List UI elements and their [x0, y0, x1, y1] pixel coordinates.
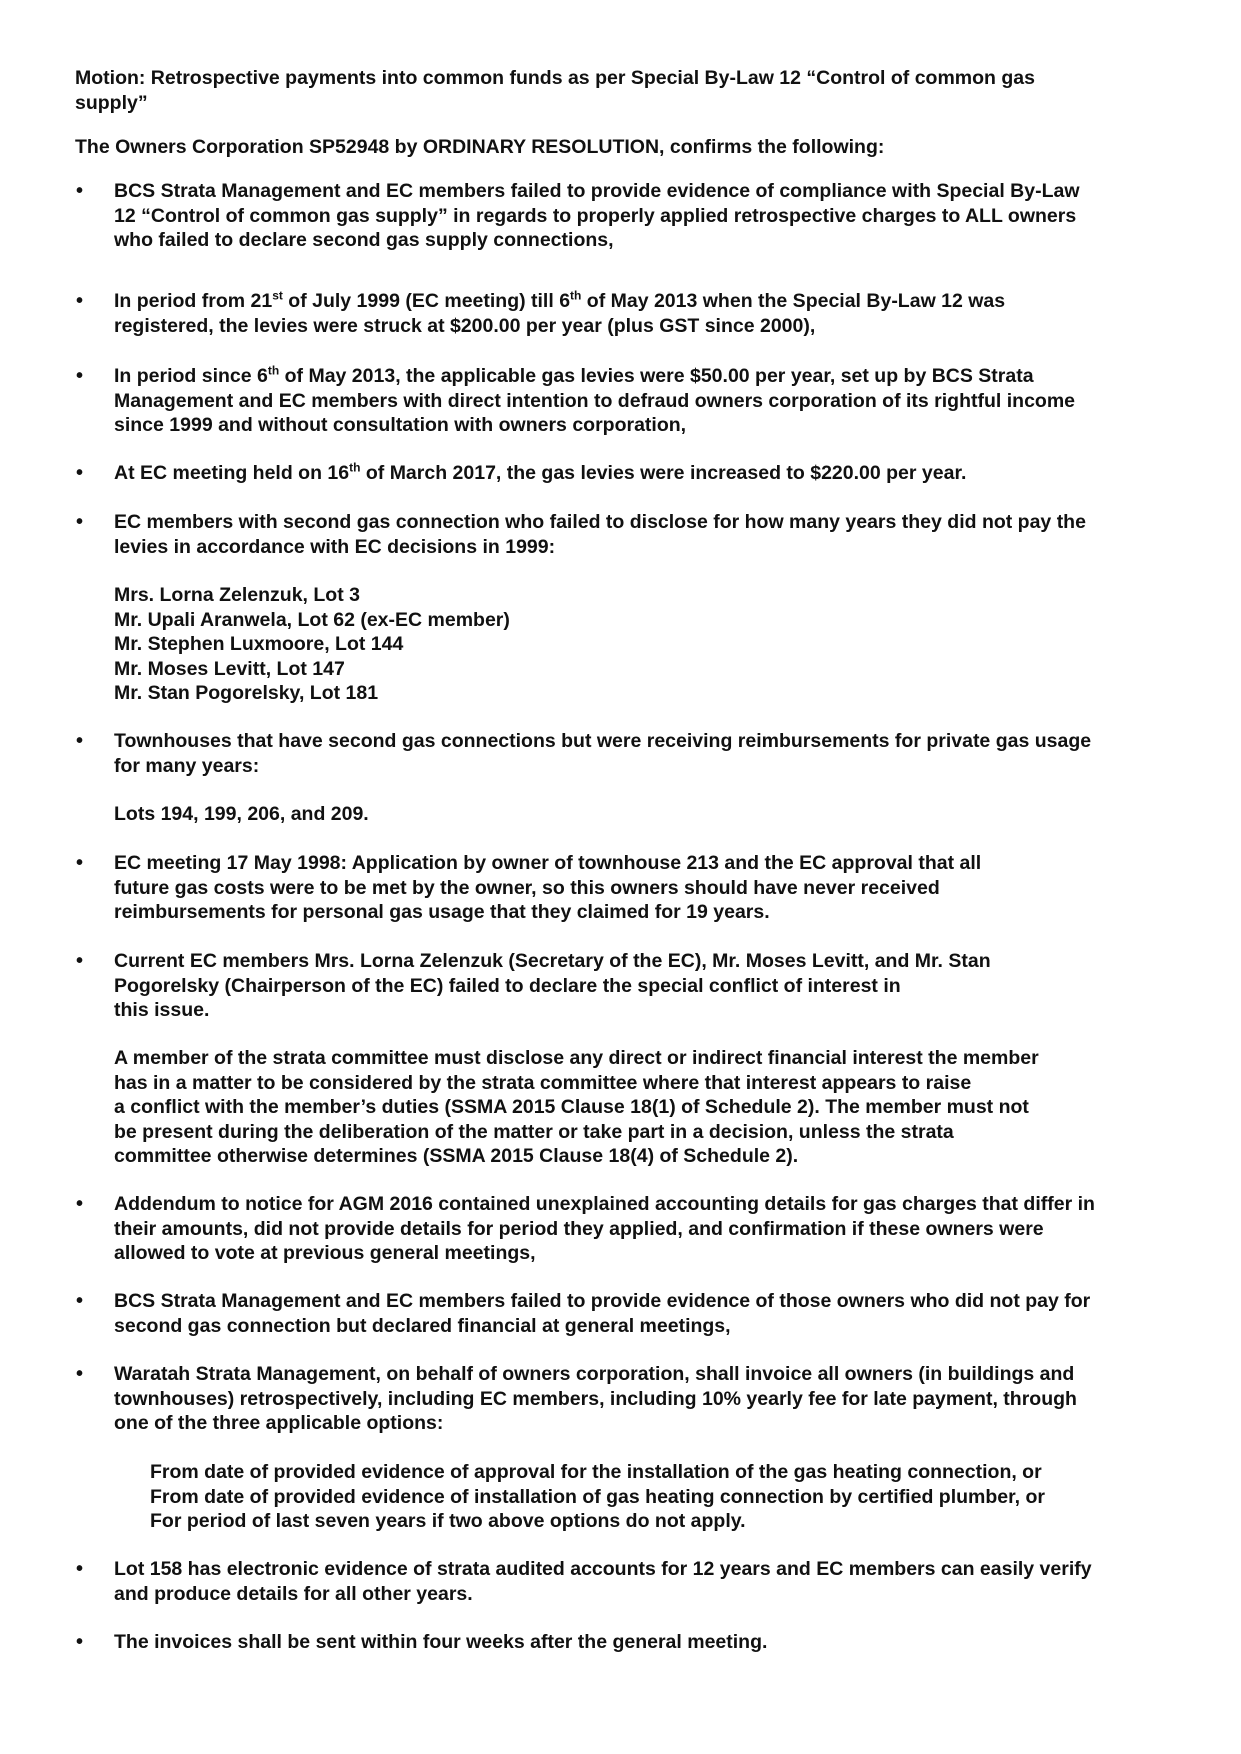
list-item: Mr. Stan Pogorelsky, Lot 181 [114, 682, 379, 704]
bullet-icon: • [76, 511, 84, 533]
list-item [114, 364, 1075, 438]
bullet-icon: • [76, 730, 84, 752]
text-line: for many years: [114, 754, 260, 777]
bullet-icon: • [76, 462, 84, 484]
text-line: Management and EC members with direct intention to defraud owners corporation of its rightful income [114, 389, 1076, 412]
text-line: this issue. [114, 999, 210, 1021]
text-line: BCS Strata Management and EC members failed to provide evidence of compliance with Special By-Law [114, 180, 1080, 202]
list-item: From date of provided evidence of approval for the installation of the gas heating connection, or [150, 1461, 1042, 1483]
bullet-icon: • [76, 1193, 84, 1215]
bullet-icon: • [76, 290, 84, 312]
list-item [114, 461, 966, 486]
list-item [114, 179, 1080, 253]
list-item: Mrs. Lorna Zelenzuk, Lot 3 [114, 584, 360, 606]
list-item: For period of last seven years if two above options do not apply. [150, 1510, 746, 1532]
list-item [114, 1362, 1077, 1436]
bullet-icon: • [76, 852, 84, 874]
list-item [114, 729, 1091, 778]
ssma-quote [114, 1046, 1039, 1169]
text-line: a conflict with the member’s duties (SSMA 2015 Clause 18(1) of Schedule 2). The member must not [114, 1096, 1029, 1118]
text-line: Current EC members Mrs. Lorna Zelenzuk (Secretary of the EC), Mr. Moses Levitt, and Mr. Stan [114, 950, 991, 972]
text-line: since 1999 and without consultation with owners corporation, [114, 414, 687, 436]
list-item [114, 949, 991, 1023]
text-line: allowed to vote at previous general meetings, [114, 1242, 536, 1264]
text-line: Waratah Strata Management, on behalf of owners corporation, shall invoice all owners (in buildings and [114, 1363, 1075, 1385]
text-line: future gas costs were to be met by the owner, so this owners should have never received [114, 876, 940, 899]
text-line: The invoices shall be sent within four weeks after the general meeting. [114, 1631, 768, 1653]
list-item [114, 1192, 1095, 1266]
list-item [114, 851, 981, 925]
text-line: Lots 194, 199, 206, and 209. [114, 803, 369, 825]
motion-title [75, 66, 1035, 115]
text-line: their amounts, did not provide details for period they applied, and confirmation if these owners were [114, 1217, 1044, 1240]
text-line: In period from 21st of July 1999 (EC meeting) till 6th of May 2013 when the Special By-Law 12 was [114, 288, 1006, 312]
text-line: supply” [75, 91, 148, 114]
text-line: one of the three applicable options: [114, 1412, 444, 1434]
text-line: registered, the levies were struck at $200.00 per year (plus GST since 2000), [114, 314, 816, 337]
text-line: Townhouses that have second gas connections but were receiving reimbursements for private gas usage [114, 730, 1092, 752]
bullet-icon: • [76, 1631, 84, 1653]
ec-member-list [114, 583, 510, 706]
text-line: Motion: Retrospective payments into common funds as per Special By-Law 12 “Control of common gas [75, 67, 1035, 89]
text-line: BCS Strata Management and EC members failed to provide evidence of those owners who did not pay for [114, 1290, 1091, 1312]
bullet-icon: • [76, 1363, 84, 1385]
list-item [114, 510, 1086, 559]
text-line: committee otherwise determines (SSMA 2015 Clause 18(4) of Schedule 2). [114, 1145, 799, 1167]
text-line: levies in accordance with EC decisions in 1999: [114, 535, 556, 558]
text-line: At EC meeting held on 16th of March 2017, the gas levies were increased to $220.00 per year. [114, 460, 967, 484]
list-item: Mr. Stephen Luxmoore, Lot 144 [114, 633, 404, 655]
resolution-statement [75, 135, 884, 160]
text-line: and produce details for all other years. [114, 1582, 473, 1605]
text-line: Pogorelsky (Chairperson of the EC) failed to declare the special conflict of interest in [114, 974, 901, 997]
list-item [114, 1289, 1090, 1338]
list-item: Mr. Upali Aranwela, Lot 62 (ex-EC member) [114, 608, 510, 631]
list-item: From date of provided evidence of installation of gas heating connection by certified plumber, or [150, 1485, 1045, 1508]
text-line: Addendum to notice for AGM 2016 contained unexplained accounting details for gas charges that differ in [114, 1193, 1095, 1215]
bullet-icon: • [76, 365, 84, 387]
text-line: townhouses) retrospectively, including EC members, including 10% yearly fee for late payment, through [114, 1387, 1077, 1410]
list-item [114, 1557, 1092, 1606]
list-item: Mr. Moses Levitt, Lot 147 [114, 657, 345, 680]
text-line: has in a matter to be considered by the strata committee where that interest appears to raise [114, 1071, 972, 1094]
text-line: who failed to declare second gas supply connections, [114, 229, 614, 251]
text-line: EC members with second gas connection who failed to disclose for how many years they did not pay the [114, 511, 1086, 533]
list-item [114, 289, 1005, 338]
text-line: In period since 6th of May 2013, the applicable gas levies were $50.00 per year, set up by BCS Strata [114, 363, 1034, 387]
list-item [114, 1630, 767, 1655]
text-line: A member of the strata committee must disclose any direct or indirect financial interest the member [114, 1047, 1039, 1069]
invoice-options [150, 1460, 1045, 1534]
text-line: 12 “Control of common gas supply” in regards to properly applied retrospective charges to ALL owners [114, 204, 1077, 227]
bullet-icon: • [76, 1558, 84, 1580]
townhouse-lots [114, 802, 369, 827]
text-line: be present during the deliberation of the matter or take part in a decision, unless the strata [114, 1120, 954, 1143]
text-line: EC meeting 17 May 1998: Application by owner of townhouse 213 and the EC approval that all [114, 852, 982, 874]
text-line: Lot 158 has electronic evidence of strata audited accounts for 12 years and EC members can easily verify [114, 1558, 1092, 1580]
bullet-icon: • [76, 1290, 84, 1312]
bullet-icon: • [76, 950, 84, 972]
bullet-icon: • [76, 180, 84, 202]
text-line: reimbursements for personal gas usage that they claimed for 19 years. [114, 901, 770, 923]
text-line: The Owners Corporation SP52948 by ORDINARY RESOLUTION, confirms the following: [75, 136, 885, 158]
text-line: second gas connection but declared financial at general meetings, [114, 1314, 731, 1337]
